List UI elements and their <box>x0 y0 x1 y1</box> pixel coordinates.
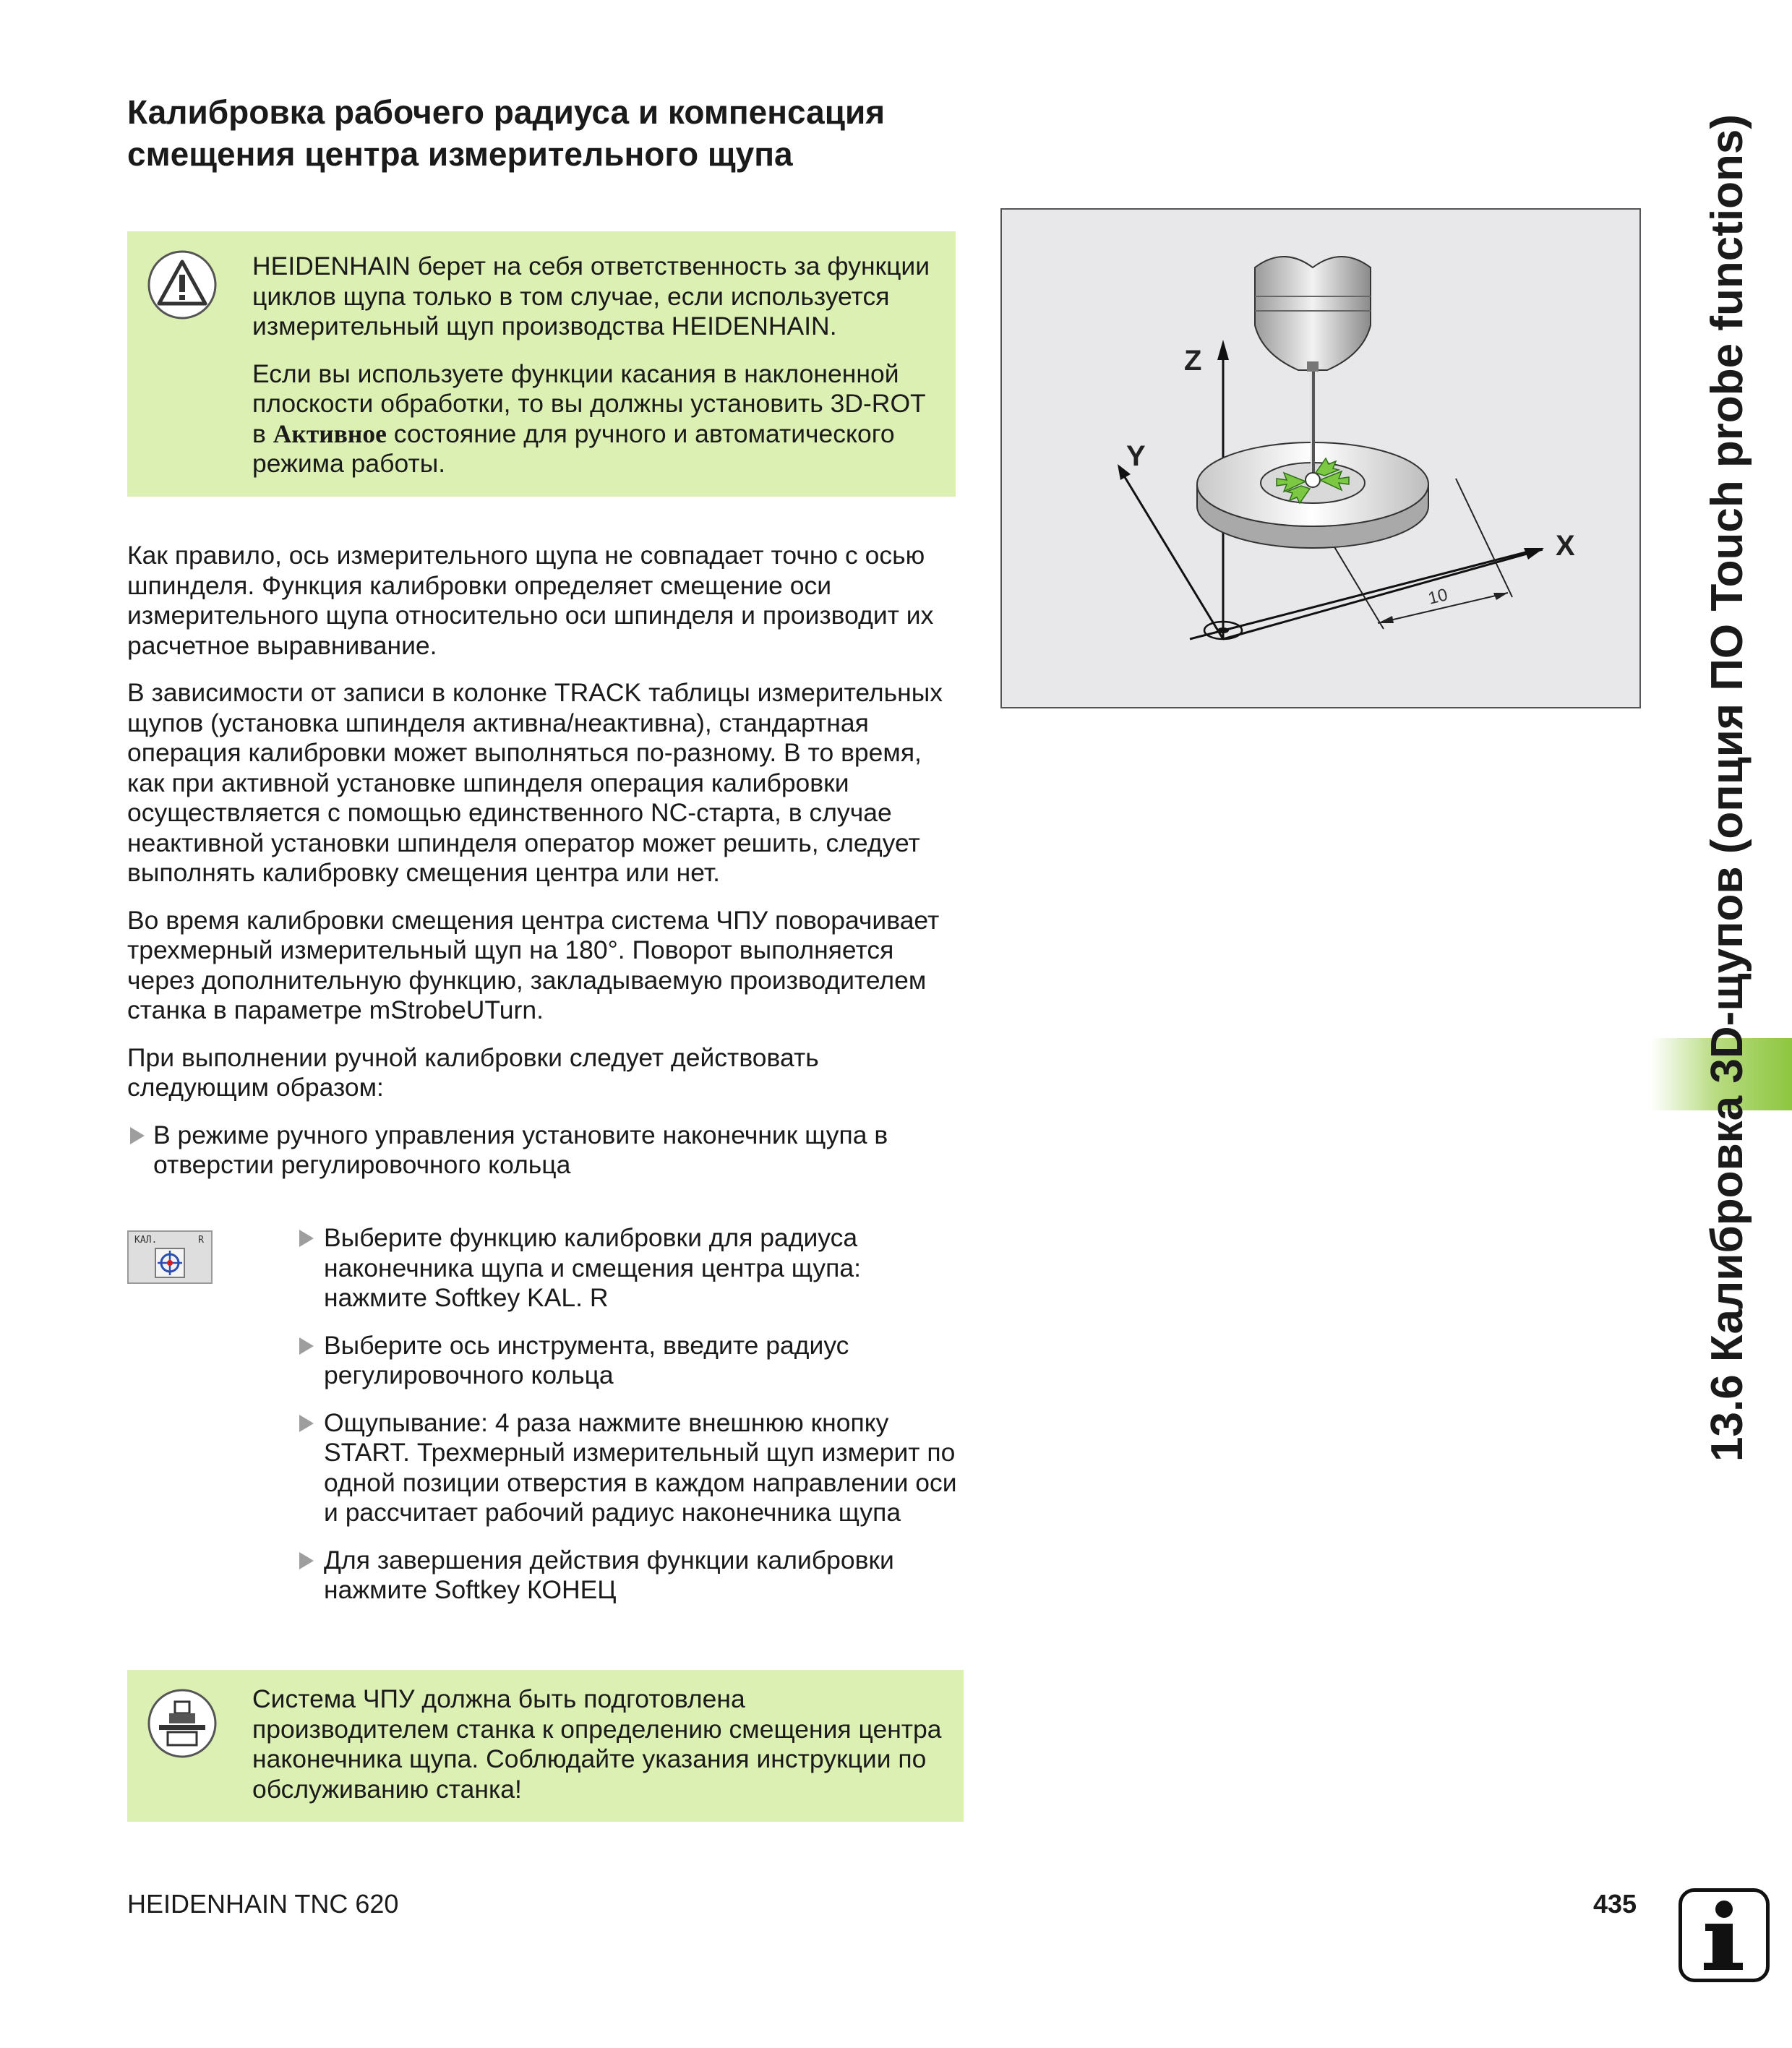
title-line-2: смещения центра измерительного щупа <box>127 135 793 173</box>
step-arrow-icon <box>299 1415 314 1432</box>
warning-triangle-icon <box>146 249 218 321</box>
main-step-text: В режиме ручного управления установите наконечник щупа в отверстии регулировочного кольца <box>153 1120 888 1179</box>
warning-paragraph-1: HEIDENHAIN берет на себя ответственность за функции циклов щупа только в том случае, если используется измерительный щуп производства HEIDENHAIN. <box>252 252 930 340</box>
dimension-label: 10 <box>1426 585 1450 609</box>
softkey-cal-r <box>127 1230 213 1284</box>
chapter-side-title: 13.6 Калибровка 3D-щупов (опция ПО Touch probe functions) <box>1702 114 1752 1462</box>
title-line-1: Калибровка рабочего радиуса и компенсация <box>127 93 886 131</box>
step-arrow-icon <box>299 1230 314 1247</box>
axis-z-label: Z <box>1184 345 1202 377</box>
probe-body <box>1255 257 1371 370</box>
footer-product: HEIDENHAIN TNC 620 <box>127 1889 399 1919</box>
paragraph-1: Как правило, ось измерительного щупа не совпадает точно с осью шпинделя. Функция калибровки определяет смещение оси измерительного щупа относительно оси шпинделя и производит их расчетное выравнивание. <box>127 541 934 660</box>
paragraph-3: Во время калибровки смещения центра система ЧПУ поворачивает трехмерный измерительный щуп на 180°. Поворот выполняется через дополнительную функцию, закладываемую производителем станка в параметре mStrobeUTurn. <box>127 905 940 1024</box>
info-icon <box>1679 1888 1770 1982</box>
substep-2: Выберите ось инструмента, введите радиус регулировочного кольца <box>296 1331 969 1391</box>
page-number: 435 <box>1593 1889 1637 1919</box>
substep-1: Выберите функцию калибровки для радиуса наконечника щупа и смещения центра щупа: нажмите Softkey KAL. R <box>296 1223 969 1314</box>
step-arrow-icon <box>299 1337 314 1355</box>
axis-x-label: X <box>1556 530 1575 562</box>
main-step <box>127 1121 966 1181</box>
softkey-label-left: КАЛ. <box>134 1235 158 1246</box>
machine-note-text: Система ЧПУ должна быть подготовлена производителем станка к определению смещения центра наконечника щупа. Соблюдайте указания инструкции по обслуживанию станка! <box>252 1684 942 1804</box>
page-title <box>127 91 995 175</box>
warning-note <box>127 231 956 497</box>
warning-paragraph-2: Если вы используете функции касания в наклоненной плоскости обработки, то вы должны установить 3D-ROT в Активное состояние для ручного и автоматического режима работы. <box>252 359 926 478</box>
substeps-list <box>296 1223 969 1623</box>
step-arrow-icon <box>299 1552 314 1569</box>
figure-svg <box>1002 210 1639 707</box>
softkey-label-right: R <box>198 1235 204 1246</box>
paragraph-4: При выполнении ручной калибровки следует действовать следующим образом: <box>127 1042 819 1102</box>
substep-4: Для завершения действия функции калибровки нажмите Softkey КОНЕЦ <box>296 1546 969 1606</box>
machine-spindle-icon <box>146 1687 218 1760</box>
step-arrow-icon <box>130 1127 145 1144</box>
active-keyword: Активное <box>273 419 387 448</box>
target-crosshair-icon <box>155 1248 185 1278</box>
probe-ring-calibration-illustration <box>1000 208 1641 708</box>
substep-3: Ощупывание: 4 раза нажмите внешнюю кнопку START. Трехмерный измерительный щуп измерит по одной позиции отверстия в каждом направлении оси и рассчитает рабочий радиус наконечника щупа <box>296 1408 969 1528</box>
paragraph-2: В зависимости от записи в колонке TRACK таблицы измерительных щупов (установка шпинделя активна/неактивна), стандартная операция калибровки может выполняться по-разному. В то время, как при активной установке шпинделя операция калибровки осуществляется с помощью единственного NC-старта, в случае неактивной установки шпинделя оператор может решить, следует выполнять калибровку смещения центра или нет. <box>127 678 943 887</box>
body-text <box>127 541 966 1181</box>
axis-y-label: Y <box>1126 440 1146 472</box>
machine-note <box>127 1670 964 1822</box>
